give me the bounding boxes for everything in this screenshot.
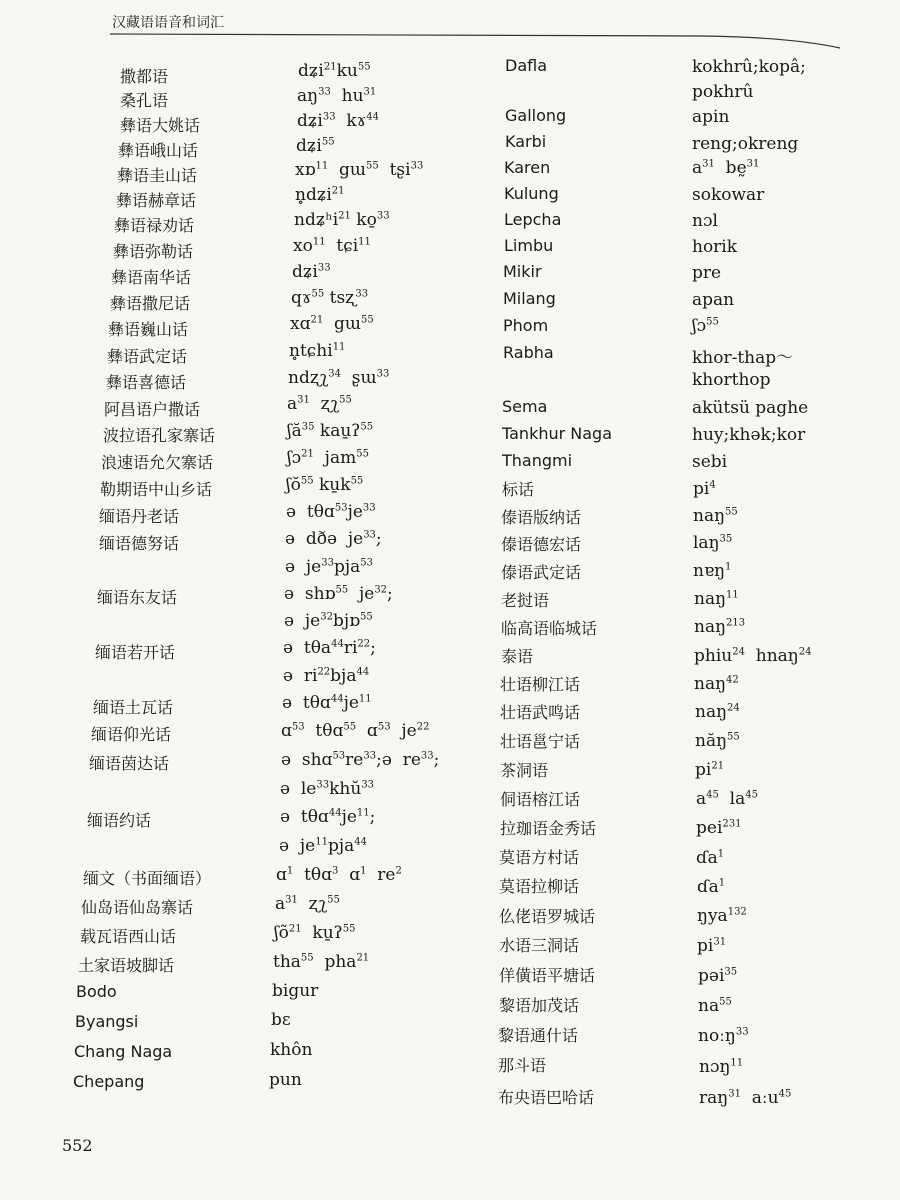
language-name: 彝语喜德话 [106, 373, 187, 392]
language-name: Tankhur Naga [502, 424, 613, 443]
phonetic-form: noːŋ$^{33}$ [698, 1026, 749, 1046]
phonetic-form: xɒ$^{11}$ gɯ$^{55}$ tʂi$^{33}$ [295, 160, 424, 180]
language-name: 黎语加茂话 [499, 996, 580, 1015]
phonetic-form: ʃă$^{35}$ kau̱ʔ$^{55}$ [287, 421, 374, 441]
phonetic-form: akütsü paghe [692, 398, 809, 418]
language-name: Limbu [504, 236, 554, 255]
language-name: Phom [503, 316, 549, 335]
language-name: 壮语柳江话 [500, 675, 581, 694]
phonetic-form: ə $shɑ^{53}re^{33};ə$ $re^{33}$; [281, 750, 440, 770]
phonetic-form: ə dðə $je^{33}$; [285, 529, 382, 549]
phonetic-form: reng;okreng [692, 134, 799, 154]
phonetic-form: $dʑi^{21}ku^{55}$ [298, 61, 371, 81]
phonetic-form: ə $t\theta ɑ^{53}je^{33}$ [286, 502, 376, 522]
language-name: 缅语若开话 [95, 643, 176, 662]
language-name: 临高语临城话 [501, 619, 598, 638]
language-name: Mikir [503, 262, 542, 281]
language-name: 傣语武定话 [501, 563, 582, 582]
language-name: 缅语丹老话 [99, 507, 180, 526]
language-name: 仫佬语罗城话 [499, 907, 596, 926]
language-name: 水语三洞话 [499, 936, 580, 955]
phonetic-form: dʑi$^{33}$ kɤ$^{44}$ [297, 111, 380, 131]
phonetic-form: $na^{55}$ [698, 996, 732, 1016]
phonetic-form: pokhrû [692, 82, 754, 102]
phonetic-form: khorthop [692, 370, 771, 390]
phonetic-form: ə $t\theta ɑ^{44}je^{11}$ [282, 693, 372, 713]
phonetic-form: qɤ$^{55}$ tsʐ$^{33}$ [291, 288, 369, 308]
phonetic-form: phiu$^{24}$ hnaŋ$^{24}$ [694, 646, 812, 666]
phonetic-form: năŋ$^{55}$ [695, 731, 740, 751]
phonetic-form: $pi^{21}$ [695, 760, 725, 780]
phonetic-form: ə shɒ$^{55}$ $je^{32}$; [284, 584, 393, 604]
language-name: 勒期语中山乡话 [100, 480, 213, 499]
language-name: 侗语榕江话 [500, 790, 581, 809]
phonetic-form: $xo^{11}$ tɕi$^{11}$ [293, 236, 371, 256]
language-name: 莫语拉柳话 [499, 877, 580, 896]
language-name: 撒都语 [120, 67, 169, 86]
phonetic-form: sokowar [692, 185, 765, 205]
language-name: 桑孔语 [120, 91, 169, 110]
page-number: 552 [62, 1136, 93, 1155]
phonetic-form: ə $t\theta a^{44}ri^{22}$; [283, 638, 376, 658]
language-name: 彝语武定话 [107, 347, 188, 366]
language-name: 彝语圭山话 [117, 166, 198, 185]
phonetic-form: khôn [270, 1040, 313, 1060]
phonetic-form: ndʑʰi$^{21}$ ko̱$^{33}$ [294, 210, 390, 230]
language-name: 土家语坡脚话 [78, 956, 175, 975]
language-name: 彝语巍山话 [108, 320, 189, 339]
phonetic-form: pre [692, 263, 722, 283]
phonetic-form: sebi [692, 452, 728, 472]
language-name: Lepcha [504, 210, 562, 229]
language-name: 缅语茵达话 [89, 754, 170, 773]
phonetic-form: naŋ$^{42}$ [694, 674, 739, 694]
phonetic-form: ndʐʅ$^{34}$ ʂɯ$^{33}$ [288, 368, 390, 388]
language-name: 茶洞语 [500, 761, 549, 780]
phonetic-form: laŋ$^{35}$ [693, 533, 733, 553]
phonetic-form: $a^{31}$ bḛ$^{31}$ [692, 158, 760, 178]
language-name: 壮语武鸣话 [500, 703, 581, 722]
running-head: 汉藏语语音和词汇 [112, 15, 224, 31]
phonetic-form: apin [692, 107, 730, 127]
language-name: 那斗语 [498, 1056, 547, 1075]
language-name: 佯僙语平塘话 [499, 966, 596, 985]
language-name: 壮语邕宁话 [500, 732, 581, 751]
language-name: Chepang [73, 1072, 145, 1091]
phonetic-form: ʃɔ$^{21}$ jam$^{55}$ [287, 448, 369, 468]
phonetic-form: ə $le^{33}khŭ^{33}$ [280, 779, 375, 799]
phonetic-form: pei$^{231}$ [696, 818, 742, 838]
phonetic-form: ɑ$^1$ tθɑ$^3$ ɑ$^1$ $re^2$ [276, 865, 402, 885]
phonetic-form: $pi^4$ [693, 479, 716, 499]
language-name: 彝语南华话 [111, 268, 192, 287]
phonetic-form: $a^{31}$ ʐʅ$^{55}$ [275, 894, 340, 914]
phonetic-form: ə $je^{11}pja^{44}$ [279, 836, 367, 856]
language-name: 浪速语允欠寨话 [101, 453, 214, 472]
phonetic-form: ə $ri^{22}bja^{44}$ [283, 666, 370, 686]
phonetic-form: ɑ$^{53}$ tθɑ$^{55}$ ɑ$^{53}$ $je^{22}$ [281, 721, 430, 741]
language-name: 标话 [502, 480, 535, 499]
phonetic-form: $aŋ^{33}$ $hu^{31}$ [297, 86, 377, 106]
phonetic-form: naŋ$^{55}$ [693, 506, 738, 526]
phonetic-form: pun [269, 1070, 302, 1090]
language-name: 傣语德宏话 [501, 535, 582, 554]
phonetic-form: ʃŏ$^{55}$ $ku̱k^{55}$ [286, 475, 364, 495]
phonetic-form: apan [692, 290, 735, 310]
language-name: Karbi [505, 132, 547, 151]
language-name: 彝语禄劝话 [114, 216, 195, 235]
language-name: 缅语仰光话 [91, 725, 172, 744]
phonetic-form: raŋ$^{31}$ aːu$^{45}$ [699, 1088, 792, 1108]
phonetic-form: naŋ$^{11}$ [694, 589, 739, 609]
language-name: 拉珈语金秀话 [500, 819, 597, 838]
phonetic-form: tha$^{55}$ pha$^{21}$ [273, 952, 370, 972]
language-name: 傣语版纳话 [501, 508, 582, 527]
phonetic-form: nɔŋ$^{11}$ [699, 1057, 744, 1077]
language-name: 载瓦语西山话 [80, 927, 177, 946]
language-name: Byangsi [75, 1012, 139, 1031]
language-name: Milang [503, 289, 556, 308]
language-name: 缅语东友话 [97, 588, 178, 607]
phonetic-form: n̥dʑi$^{21}$ [295, 185, 345, 205]
phonetic-form: nɔl [692, 211, 718, 231]
language-name: 泰语 [501, 647, 534, 666]
phonetic-form: dʑi$^{33}$ [292, 262, 331, 282]
language-name: Sema [502, 397, 548, 416]
language-name: Gallong [505, 106, 567, 125]
phonetic-form: n̥tɕhi$^{11}$ [289, 341, 346, 361]
phonetic-form: huy;khək;kor [692, 425, 806, 445]
phonetic-form: bɛ [271, 1010, 291, 1030]
phonetic-form: ə $je^{32}bjɒ^{55}$ [284, 611, 373, 631]
phonetic-form: nɐŋ$^1$ [693, 561, 732, 581]
phonetic-form: ə $je^{33}pja^{53}$ [285, 557, 373, 577]
language-name: 缅语土瓦话 [93, 698, 174, 717]
language-name: 彝语峨山话 [118, 141, 199, 160]
language-name: Kulung [504, 184, 559, 203]
language-name: 缅文（书面缅语） [83, 869, 212, 888]
phonetic-form: xɑ$^{21}$ gɯ$^{55}$ [290, 314, 374, 334]
language-name: 仙岛语仙岛寨话 [81, 898, 194, 917]
language-name: 阿昌语户撒话 [104, 400, 201, 419]
language-name: 缅语德努话 [99, 534, 180, 553]
phonetic-form: ɗa$^1$ [696, 848, 725, 868]
phonetic-form: horik [692, 237, 738, 257]
language-name: 莫语方村话 [499, 848, 580, 867]
phonetic-form: ŋya$^{132}$ [697, 906, 747, 926]
phonetic-form: kokhrû;kopâ; [692, 57, 806, 77]
phonetic-form: bigur [272, 981, 319, 1001]
phonetic-form: dʑi$^{55}$ [296, 136, 335, 156]
language-name: Bodo [76, 982, 117, 1001]
language-name: 老挝语 [501, 591, 550, 610]
phonetic-form: khor-thap～ [692, 348, 794, 368]
phonetic-form: naŋ$^{24}$ [695, 702, 740, 722]
phonetic-form: ɗa$^1$ [697, 877, 726, 897]
language-name: 缅语约话 [87, 811, 152, 830]
phonetic-form: ə $t\theta ɑ^{44}je^{11}$; [280, 807, 376, 827]
language-name: Thangmi [502, 451, 573, 470]
language-name: 布央语巴哈话 [498, 1088, 595, 1107]
phonetic-form: naŋ$^{213}$ [694, 617, 746, 637]
language-name: Dafla [505, 56, 548, 75]
phonetic-form: $a^{45}$ $la^{45}$ [696, 789, 758, 809]
phonetic-form: $a^{31}$ ʐʅ$^{55}$ [287, 394, 352, 414]
phonetic-form: ʃɔ$^{55}$ [692, 316, 719, 336]
phonetic-form: ʃõ$^{21}$ ku̱ʔ$^{55}$ [274, 923, 356, 943]
language-name: 彝语赫章话 [116, 191, 197, 210]
language-name: 彝语大姚话 [120, 116, 201, 135]
language-name: Karen [504, 158, 551, 177]
language-name: 彝语撒尼话 [110, 294, 191, 313]
language-name: 彝语弥勒话 [113, 242, 194, 261]
language-name: 波拉语孔家寨话 [103, 426, 216, 445]
language-name: 黎语通什话 [498, 1026, 579, 1045]
phonetic-form: $pi^{31}$ [697, 936, 727, 956]
language-name: Rabha [503, 343, 554, 362]
phonetic-form: pəi$^{35}$ [698, 966, 738, 986]
language-name: Chang Naga [74, 1042, 173, 1061]
